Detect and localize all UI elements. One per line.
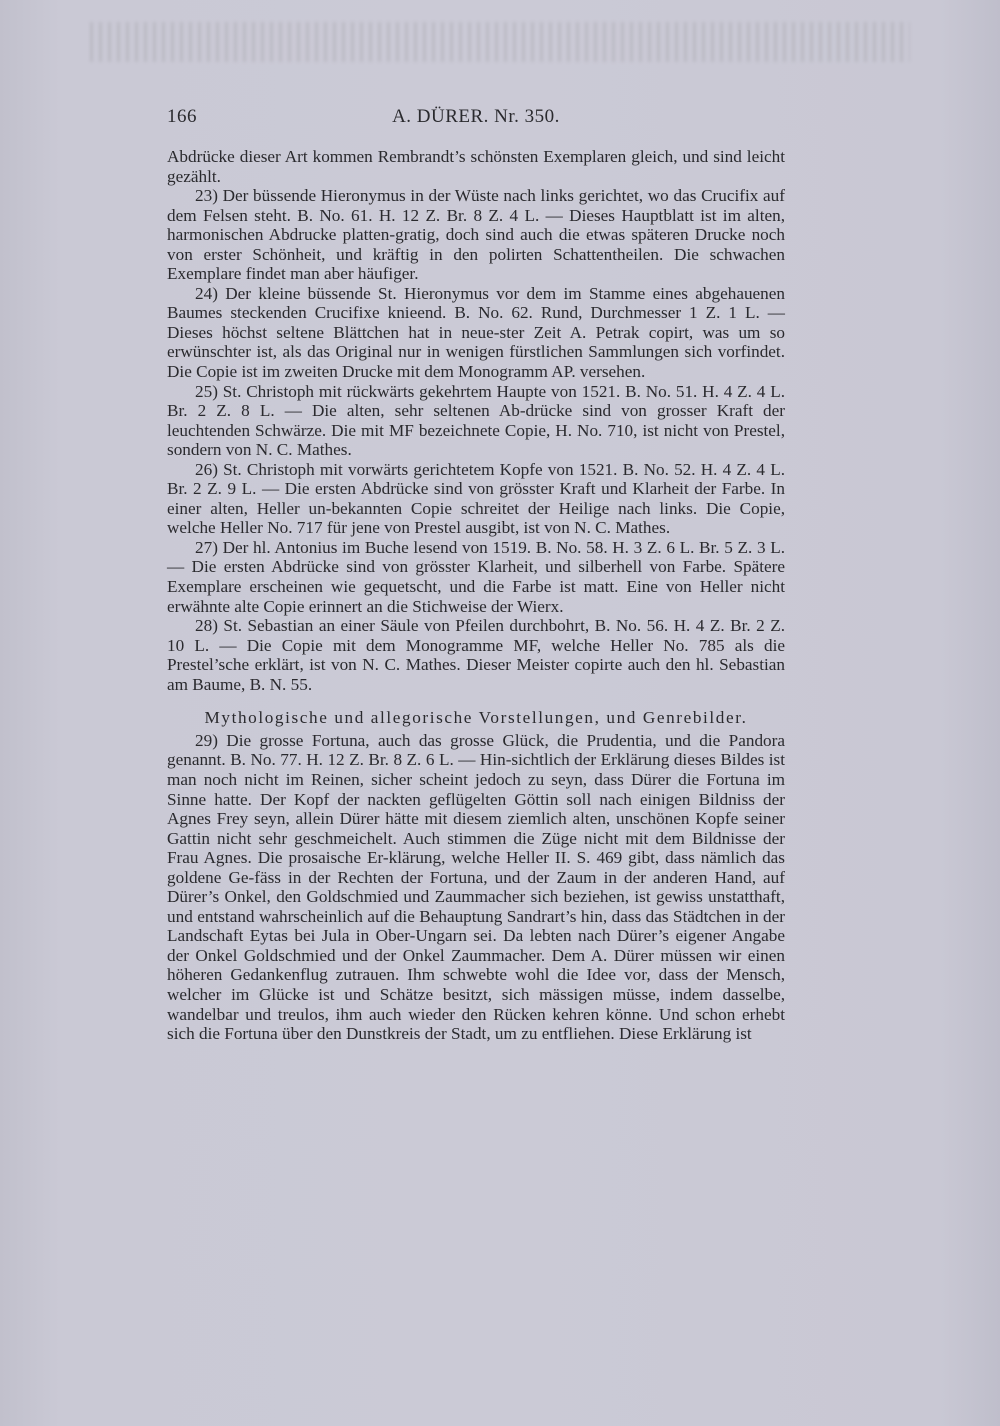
- entry-24: 24) Der kleine büssende St. Hieronymus vor dem im Stamme eines abgehauenen Baumes steckenden Crucifixe knieend. B. No. 62. Rund, Durchmesser 1 Z. 1 L. — Dieses höchst seltene Blättchen hat in neue-ster Zeit A. Petrak copirt, was um so erwünschter ist, als das Original nur in wenigen fürstlichen Sammlungen sich vorfindet. Die Copie ist im zweiten Drucke mit dem Monogramm AP. versehen.: [167, 283, 785, 382]
- running-header: [167, 106, 785, 136]
- entry-28: 28) St. Sebastian an einer Säule von Pfeilen durchbohrt, B. No. 56. H. 4 Z. Br. 2 Z. 10 L. — Die Copie mit dem Monogramme MF, welche Heller No. 785 als die Prestel’sche erklärt, ist von N. C. Mathes. Dieser Meister copirte auch den hl. Sebastian am Baume, B. N. 55.: [167, 616, 785, 694]
- entry-29: 29) Die grosse Fortuna, auch das grosse Glück, die Prudentia, und die Pandora genannt. B. No. 77. H. 12 Z. Br. 8 Z. 6 L. — Hin-sichtlich der Erklärung dieses Bildes ist man noch nicht im Reinen, sicher scheint jedoch zu seyn, dass Dürer die Fortuna im Sinne hatte. Der Kopf der nackten geflügelten Göttin soll nach einigen Bildniss der Agnes Frey seyn, allein Dürer hätte mit diesem ziemlich alten, unschönen Kopfe seiner Gattin nicht sehr geschmeichelt. Auch stimmen die Züge nicht mit dem Bildnisse der Frau Agnes. Die prosaische Er-klärung, welche Heller II. S. 469 gibt, dass nämlich das goldene Ge-fäss in der Rechten der Fortuna, und der Zaum in der anderen Hand, auf Dürer’s Onkel, den Goldschmied und Zaummacher sich beziehen, ist gewiss unstatthaft, und entstand wahrscheinlich auf die Behauptung Sandrart’s hin, dass das Städtchen in der Landschaft Eytas bei Jula in Ober-Ungarn sei. Da lebten nach Dürer’s eigener Angabe der Onkel Goldschmied und der Onkel Zaummacher. Dem A. Dürer müssen wir einen höheren Gedankenflug zutrauen. Ihm schwebte wohl die Idee vor, dass der Mensch, welcher im Glücke ist und Schätze besitzt, sich mässigen müsse, indem dasselbe, wandelbar und treulos, ihm auch wieder den Rücken kehren könne. Und schon erhebt sich die Fortuna über den Dunstkreis der Stadt, um zu entfliehen. Diese Erklärung ist: [167, 730, 785, 1044]
- running-title: A. DÜRER. Nr. 350.: [392, 106, 560, 127]
- entry-26: 26) St. Christoph mit vorwärts gerichtetem Kopfe von 1521. B. No. 52. H. 4 Z. 4 L. Br. 2 Z. 9 L. — Die ersten Abdrücke sind von grösster Kraft und Klarheit der Farbe. In einer alten, Heller un-bekannten Copie schreitet der Heilige nach links. Die Copie, welche Heller No. 717 für jene von Prestel ausgibt, ist von N. C. Mathes.: [167, 459, 785, 538]
- text-body: [167, 147, 785, 1044]
- entry-23: 23) Der büssende Hieronymus in der Wüste nach links gerichtet, wo das Crucifix auf dem Felsen steht. B. No. 61. H. 12 Z. Br. 8 Z. 4 L. — Dieses Hauptblatt ist im alten, harmonischen Abdrucke platten-gratig, doch sind auch die etwas späteren Drucke noch von erster Schönheit, und kräftig in den polirten Schattentheilen. Die schwachen Exemplare findet man aber häufiger.: [167, 186, 785, 284]
- continuation-paragraph: Abdrücke dieser Art kommen Rembrandt’s schönsten Exemplaren gleich, und sind leicht gezählt.: [167, 147, 785, 186]
- section-heading: Mythologische und allegorische Vorstellungen, und Genrebilder.: [204, 708, 748, 728]
- page-number: 166: [167, 106, 197, 127]
- entry-25: 25) St. Christoph mit rückwärts gekehrtem Haupte von 1521. B. No. 51. H. 4 Z. 4 L. Br. 2 Z. 8 L. — Die alten, sehr seltenen Ab-drücke sind von grosser Kraft der leuchtenden Schwärze. Die mit MF bezeichnete Copie, H. No. 710, ist nicht von Prestel, sondern von N. C. Mathes.: [167, 381, 785, 460]
- entry-27: 27) Der hl. Antonius im Buche lesend von 1519. B. No. 58. H. 3 Z. 6 L. Br. 5 Z. 3 L. — Die ersten Abdrücke sind von grösster Klarheit, und silberhell von Farbe. Spätere Exemplare erscheinen wie gequetscht, und die Farbe ist matt. Eine von Heller nicht erwähnte alte Copie erinnert an die Stichweise der Wierx.: [167, 537, 785, 616]
- bleed-through-shadow: [90, 22, 910, 62]
